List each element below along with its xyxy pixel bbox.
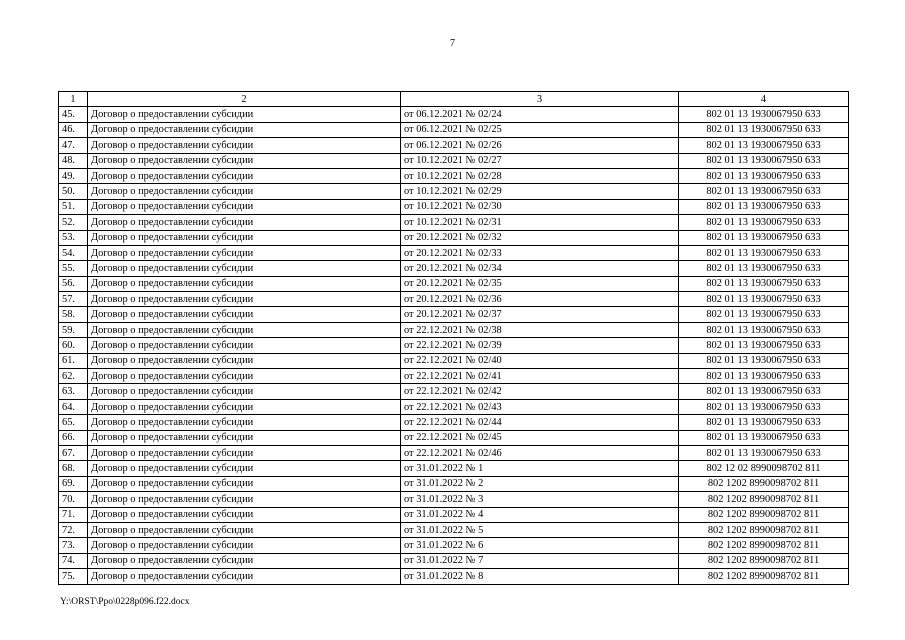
document-date-number-cell: от 22.12.2021 № 02/45 [401, 430, 679, 445]
budget-code-cell: 802 01 13 1930067950 633 [679, 230, 849, 245]
document-name-cell: Договор о предоставлении субсидии [88, 369, 401, 384]
budget-code-cell: 802 01 13 1930067950 633 [679, 322, 849, 337]
row-number-cell: 48. [59, 153, 88, 168]
document-name-cell: Договор о предоставлении субсидии [88, 230, 401, 245]
budget-code-cell: 802 01 13 1930067950 633 [679, 184, 849, 199]
row-number-cell: 46. [59, 122, 88, 137]
document-date-number-cell: от 31.01.2022 № 4 [401, 507, 679, 522]
row-number-cell: 65. [59, 415, 88, 430]
table-row [59, 245, 849, 260]
table-row [59, 199, 849, 214]
document-name-cell: Договор о предоставлении субсидии [88, 245, 401, 260]
document-date-number-cell: от 22.12.2021 № 02/39 [401, 338, 679, 353]
budget-code-cell: 802 01 13 1930067950 633 [679, 107, 849, 122]
table-row [59, 384, 849, 399]
document-name-cell: Договор о предоставлении субсидии [88, 338, 401, 353]
document-date-number-cell: от 10.12.2021 № 02/27 [401, 153, 679, 168]
document-date-number-cell: от 31.01.2022 № 1 [401, 461, 679, 476]
document-date-number-cell: от 20.12.2021 № 02/34 [401, 261, 679, 276]
row-number-cell: 47. [59, 138, 88, 153]
budget-code-cell: 802 01 13 1930067950 633 [679, 245, 849, 260]
budget-code-cell: 802 01 13 1930067950 633 [679, 399, 849, 414]
document-date-number-cell: от 06.12.2021 № 02/24 [401, 107, 679, 122]
row-number-cell: 60. [59, 338, 88, 353]
document-name-cell: Договор о предоставлении субсидии [88, 276, 401, 291]
table-row [59, 369, 849, 384]
document-date-number-cell: от 22.12.2021 № 02/44 [401, 415, 679, 430]
table-row [59, 522, 849, 537]
table-row [59, 353, 849, 368]
budget-code-cell: 802 01 13 1930067950 633 [679, 153, 849, 168]
file-path-footer: Y:\ORST\Ppo\0228p096.f22.docx [60, 597, 190, 607]
row-number-cell: 54. [59, 245, 88, 260]
table-header-row [59, 92, 849, 107]
budget-code-cell: 802 1202 8990098702 811 [679, 522, 849, 537]
document-date-number-cell: от 31.01.2022 № 6 [401, 538, 679, 553]
document-name-cell: Договор о предоставлении субсидии [88, 415, 401, 430]
document-date-number-cell: от 10.12.2021 № 02/30 [401, 199, 679, 214]
table-row [59, 538, 849, 553]
document-date-number-cell: от 20.12.2021 № 02/36 [401, 292, 679, 307]
table-row [59, 569, 849, 584]
column-header: 1 [59, 92, 88, 107]
row-number-cell: 55. [59, 261, 88, 276]
document-name-cell: Договор о предоставлении субсидии [88, 322, 401, 337]
row-number-cell: 49. [59, 168, 88, 183]
budget-code-cell: 802 1202 8990098702 811 [679, 538, 849, 553]
budget-code-cell: 802 01 13 1930067950 633 [679, 415, 849, 430]
document-date-number-cell: от 31.01.2022 № 5 [401, 522, 679, 537]
table-row [59, 399, 849, 414]
document-name-cell: Договор о предоставлении субсидии [88, 353, 401, 368]
document-name-cell: Договор о предоставлении субсидии [88, 430, 401, 445]
budget-code-cell: 802 1202 8990098702 811 [679, 553, 849, 568]
document-date-number-cell: от 22.12.2021 № 02/42 [401, 384, 679, 399]
document-date-number-cell: от 06.12.2021 № 02/26 [401, 138, 679, 153]
table-row [59, 261, 849, 276]
document-name-cell: Договор о предоставлении субсидии [88, 122, 401, 137]
document-date-number-cell: от 22.12.2021 № 02/38 [401, 322, 679, 337]
document-name-cell: Договор о предоставлении субсидии [88, 399, 401, 414]
table-row [59, 322, 849, 337]
row-number-cell: 75. [59, 569, 88, 584]
table-row [59, 415, 849, 430]
document-date-number-cell: от 20.12.2021 № 02/35 [401, 276, 679, 291]
document-name-cell: Договор о предоставлении субсидии [88, 553, 401, 568]
column-header: 2 [88, 92, 401, 107]
document-name-cell: Договор о предоставлении субсидии [88, 476, 401, 491]
budget-code-cell: 802 01 13 1930067950 633 [679, 307, 849, 322]
budget-code-cell: 802 1202 8990098702 811 [679, 492, 849, 507]
table-row [59, 276, 849, 291]
row-number-cell: 51. [59, 199, 88, 214]
row-number-cell: 53. [59, 230, 88, 245]
document-date-number-cell: от 22.12.2021 № 02/46 [401, 445, 679, 460]
document-date-number-cell: от 22.12.2021 № 02/40 [401, 353, 679, 368]
budget-code-cell: 802 1202 8990098702 811 [679, 476, 849, 491]
column-header: 4 [679, 92, 849, 107]
document-name-cell: Договор о предоставлении субсидии [88, 153, 401, 168]
document-name-cell: Договор о предоставлении субсидии [88, 507, 401, 522]
document-name-cell: Договор о предоставлении субсидии [88, 569, 401, 584]
budget-code-cell: 802 01 13 1930067950 633 [679, 199, 849, 214]
table-row [59, 292, 849, 307]
document-name-cell: Договор о предоставлении субсидии [88, 522, 401, 537]
row-number-cell: 73. [59, 538, 88, 553]
row-number-cell: 45. [59, 107, 88, 122]
budget-code-cell: 802 01 13 1930067950 633 [679, 430, 849, 445]
table-row [59, 184, 849, 199]
document-name-cell: Договор о предоставлении субсидии [88, 461, 401, 476]
document-date-number-cell: от 20.12.2021 № 02/32 [401, 230, 679, 245]
row-number-cell: 59. [59, 322, 88, 337]
document-name-cell: Договор о предоставлении субсидии [88, 307, 401, 322]
budget-code-cell: 802 12 02 8990098702 811 [679, 461, 849, 476]
document-name-cell: Договор о предоставлении субсидии [88, 184, 401, 199]
row-number-cell: 74. [59, 553, 88, 568]
document-name-cell: Договор о предоставлении субсидии [88, 168, 401, 183]
document-date-number-cell: от 31.01.2022 № 8 [401, 569, 679, 584]
row-number-cell: 67. [59, 445, 88, 460]
table-row [59, 492, 849, 507]
row-number-cell: 61. [59, 353, 88, 368]
row-number-cell: 57. [59, 292, 88, 307]
table-row [59, 338, 849, 353]
page-number: 7 [450, 38, 455, 49]
table-row [59, 461, 849, 476]
document-name-cell: Договор о предоставлении субсидии [88, 292, 401, 307]
budget-code-cell: 802 01 13 1930067950 633 [679, 138, 849, 153]
budget-code-cell: 802 01 13 1930067950 633 [679, 445, 849, 460]
document-name-cell: Договор о предоставлении субсидии [88, 384, 401, 399]
budget-code-cell: 802 01 13 1930067950 633 [679, 384, 849, 399]
document-date-number-cell: от 31.01.2022 № 7 [401, 553, 679, 568]
table-row [59, 107, 849, 122]
row-number-cell: 64. [59, 399, 88, 414]
budget-code-cell: 802 01 13 1930067950 633 [679, 338, 849, 353]
table-row [59, 476, 849, 491]
budget-code-cell: 802 01 13 1930067950 633 [679, 122, 849, 137]
document-date-number-cell: от 10.12.2021 № 02/31 [401, 215, 679, 230]
row-number-cell: 62. [59, 369, 88, 384]
subsidy-agreements-table [58, 91, 849, 585]
row-number-cell: 71. [59, 507, 88, 522]
budget-code-cell: 802 01 13 1930067950 633 [679, 292, 849, 307]
row-number-cell: 70. [59, 492, 88, 507]
table-row [59, 553, 849, 568]
budget-code-cell: 802 01 13 1930067950 633 [679, 168, 849, 183]
row-number-cell: 63. [59, 384, 88, 399]
table-row [59, 430, 849, 445]
budget-code-cell: 802 01 13 1930067950 633 [679, 215, 849, 230]
document-name-cell: Договор о предоставлении субсидии [88, 261, 401, 276]
document-date-number-cell: от 22.12.2021 № 02/41 [401, 369, 679, 384]
row-number-cell: 56. [59, 276, 88, 291]
document-date-number-cell: от 31.01.2022 № 2 [401, 476, 679, 491]
document-date-number-cell: от 31.01.2022 № 3 [401, 492, 679, 507]
document-name-cell: Договор о предоставлении субсидии [88, 215, 401, 230]
budget-code-cell: 802 01 13 1930067950 633 [679, 353, 849, 368]
document-date-number-cell: от 10.12.2021 № 02/29 [401, 184, 679, 199]
row-number-cell: 66. [59, 430, 88, 445]
table-row [59, 445, 849, 460]
document-date-number-cell: от 20.12.2021 № 02/37 [401, 307, 679, 322]
document-date-number-cell: от 20.12.2021 № 02/33 [401, 245, 679, 260]
row-number-cell: 69. [59, 476, 88, 491]
row-number-cell: 50. [59, 184, 88, 199]
document-name-cell: Договор о предоставлении субсидии [88, 538, 401, 553]
table-row [59, 307, 849, 322]
column-header: 3 [401, 92, 679, 107]
document-date-number-cell: от 06.12.2021 № 02/25 [401, 122, 679, 137]
row-number-cell: 58. [59, 307, 88, 322]
document-name-cell: Договор о предоставлении субсидии [88, 138, 401, 153]
document-date-number-cell: от 22.12.2021 № 02/43 [401, 399, 679, 414]
table-row [59, 215, 849, 230]
budget-code-cell: 802 1202 8990098702 811 [679, 507, 849, 522]
row-number-cell: 68. [59, 461, 88, 476]
row-number-cell: 72. [59, 522, 88, 537]
table-row [59, 138, 849, 153]
budget-code-cell: 802 1202 8990098702 811 [679, 569, 849, 584]
document-name-cell: Договор о предоставлении субсидии [88, 107, 401, 122]
document-name-cell: Договор о предоставлении субсидии [88, 492, 401, 507]
table-row [59, 153, 849, 168]
document-name-cell: Договор о предоставлении субсидии [88, 199, 401, 214]
row-number-cell: 52. [59, 215, 88, 230]
budget-code-cell: 802 01 13 1930067950 633 [679, 261, 849, 276]
table-row [59, 122, 849, 137]
document-date-number-cell: от 10.12.2021 № 02/28 [401, 168, 679, 183]
table-row [59, 507, 849, 522]
table-row [59, 230, 849, 245]
table-row [59, 168, 849, 183]
budget-code-cell: 802 01 13 1930067950 633 [679, 276, 849, 291]
budget-code-cell: 802 01 13 1930067950 633 [679, 369, 849, 384]
document-name-cell: Договор о предоставлении субсидии [88, 445, 401, 460]
